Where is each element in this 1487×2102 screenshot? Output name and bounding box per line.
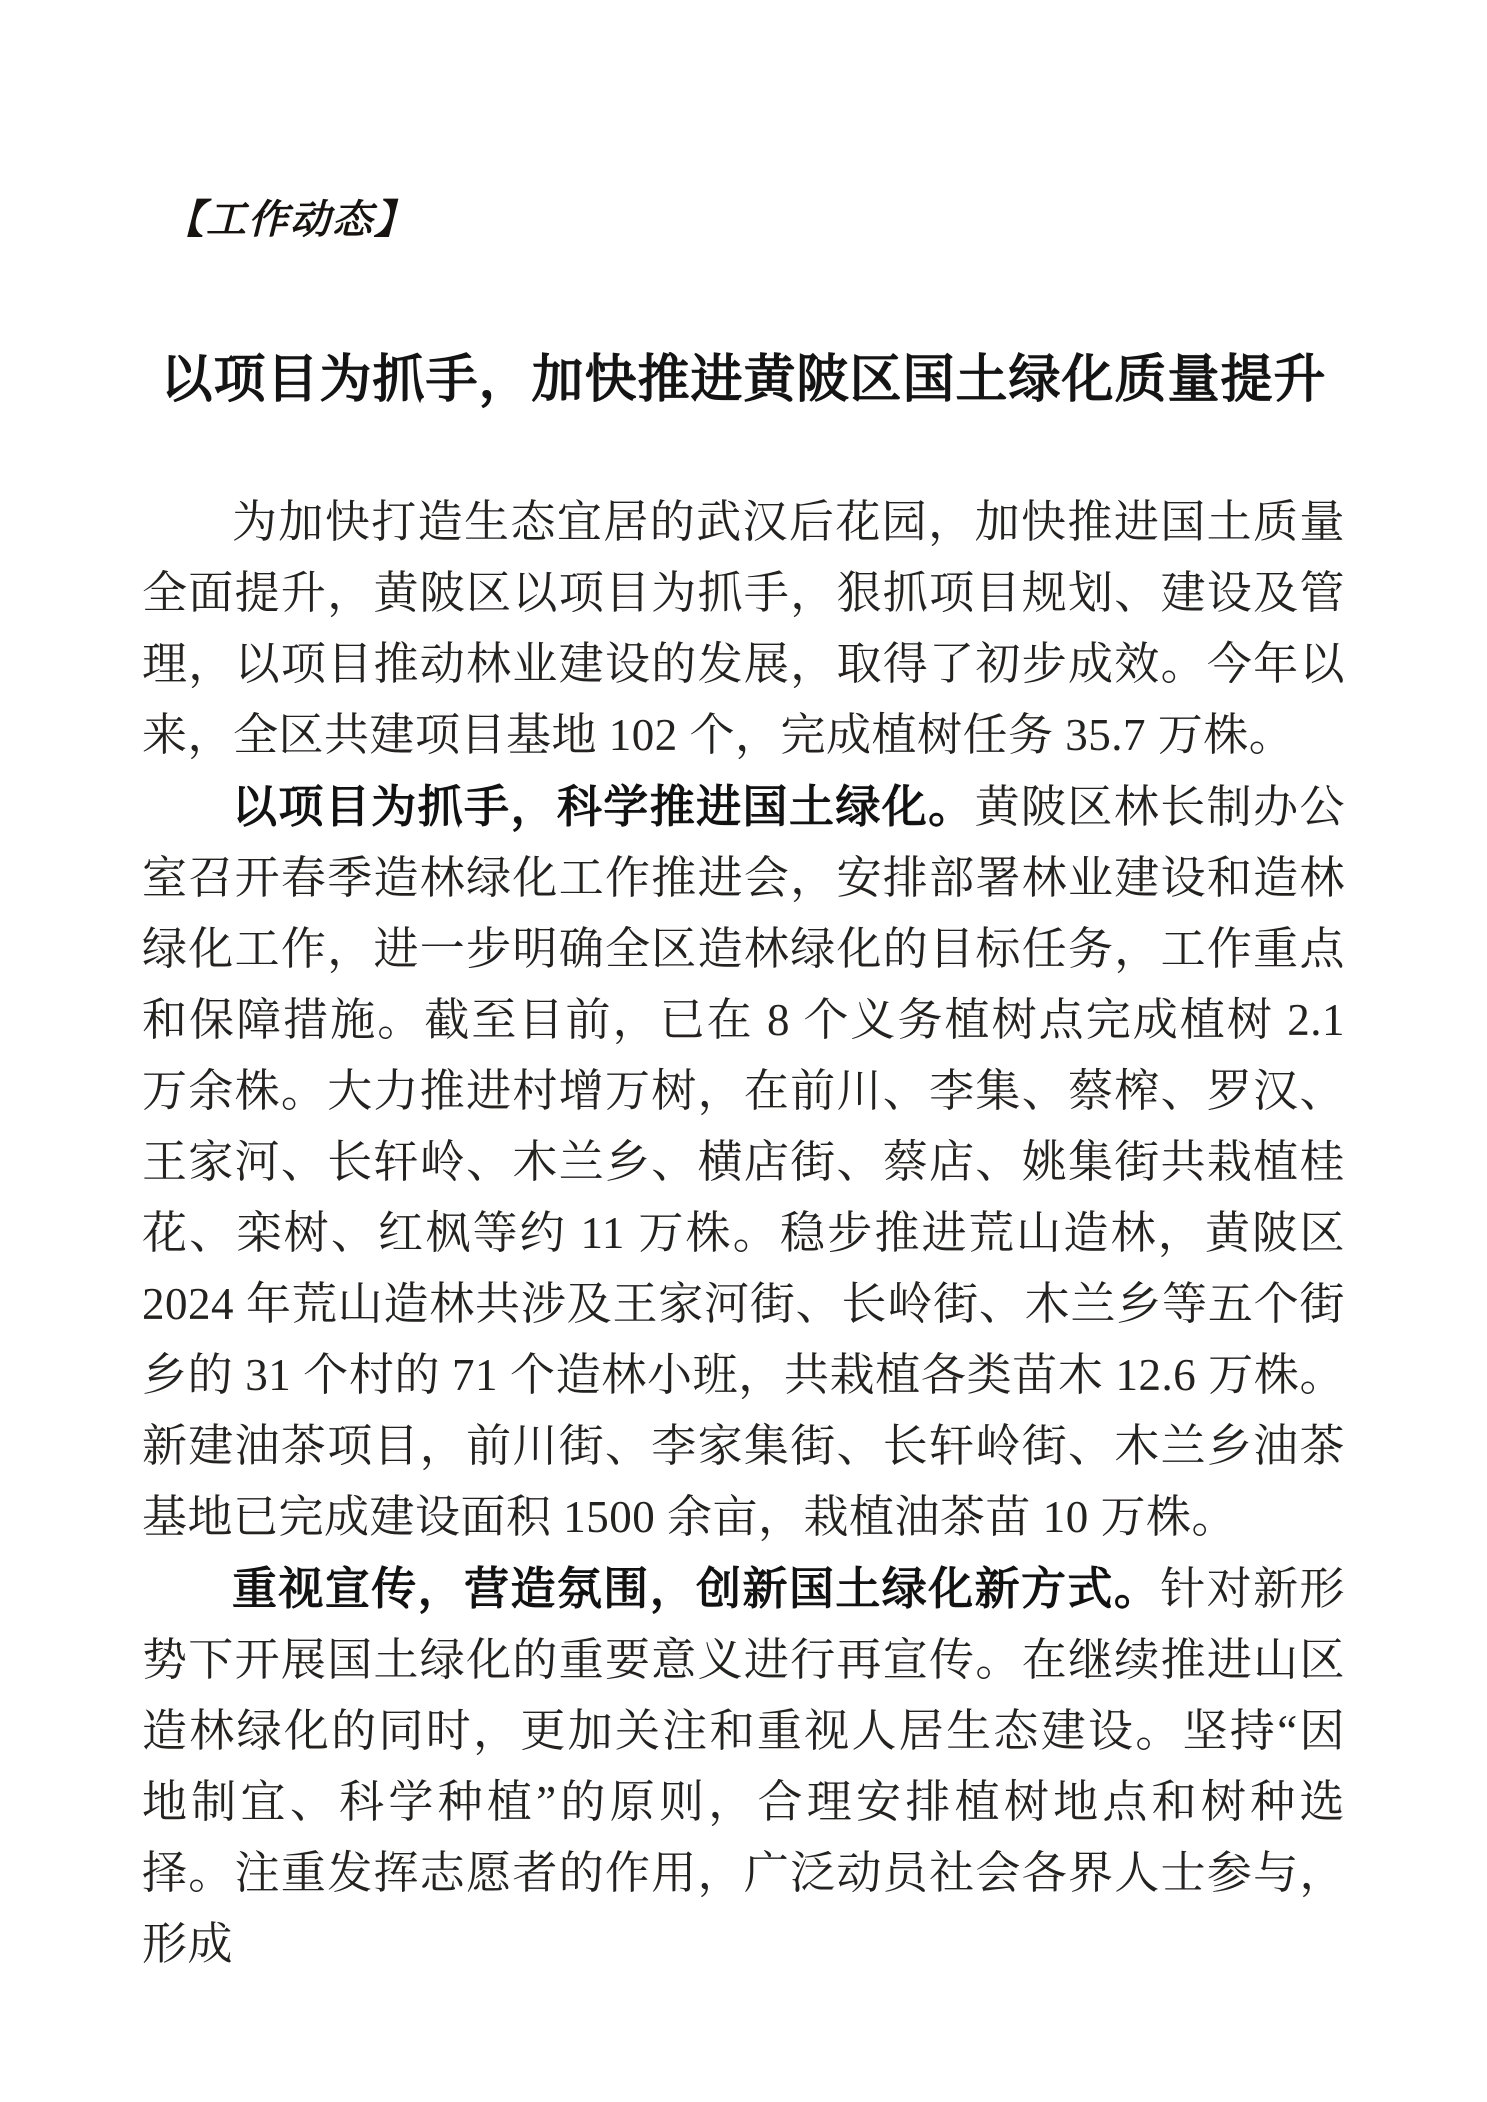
body-paragraph — [142, 771, 1345, 1553]
paragraph-text: 黄陂区林长制办公室召开春季造林绿化工作推进会，安排部署林业建设和造林绿化工作，进一步明确全区造林绿化的目标任务，工作重点和保障措施。截至目前，已在 8 个义务植树点完成植树 2.1 万余株。大力推进村增万树，在前川、李集、蔡榨、罗汉、王家河、长轩岭、木兰乡、横店街、蔡店、姚集街共栽植桂花、栾树、红枫等约 11 万株。稳步推进荒山造林，黄陂区 2024 年荒山造林共涉及王家河街、长岭街、木兰乡等五个街乡的 31 个村的 71 个造林小班，共栽植各类苗木 12.6 万株。新建油茶项目，前川街、李家集街、长轩岭街、木兰乡油茶基地已完成建设面积 1500 余亩，栽植油茶苗 10 万株。 — [142, 782, 1345, 1542]
article-body — [142, 486, 1345, 1980]
paragraph-lead: 重视宣传，营造氛围，创新国土绿化新方式。 — [232, 1563, 1161, 1614]
body-paragraph — [142, 1553, 1345, 1980]
section-header: 【工作动态】 — [164, 197, 416, 242]
paragraph-text: 针对新形势下开展国土绿化的重要意义进行再宣传。在继续推进山区造林绿化的同时，更加关注和重视人居生态建设。坚持“因地制宜、科学种植”的原则，合理安排植树地点和树种选择。注重发挥志愿者的作用，广泛动员社会各界人士参与，形成 — [142, 1564, 1345, 1969]
paragraph-text: 为加快打造生态宜居的武汉后花园，加快推进国土质量全面提升，黄陂区以项目为抓手，狠抓项目规划、建设及管理，以项目推动林业建设的发展，取得了初步成效。今年以来，全区共建项目基地 102 个，完成植树任务 35.7 万株。 — [142, 497, 1345, 760]
article-title: 以项目为抓手，加快推进黄陂区国土绿化质量提升 — [160, 352, 1327, 409]
paragraph-lead: 以项目为抓手，科学推进国土绿化。 — [232, 781, 975, 832]
body-paragraph — [142, 486, 1345, 771]
